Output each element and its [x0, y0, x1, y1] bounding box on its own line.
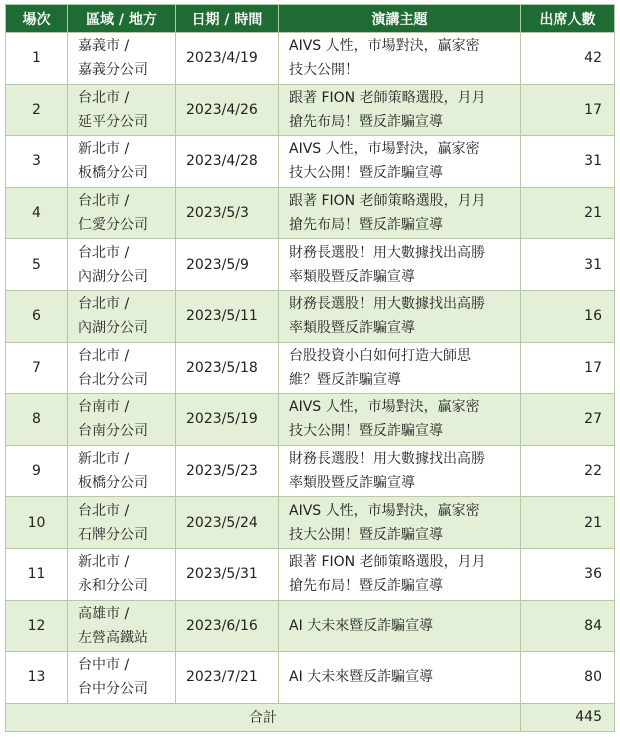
date-cell: 2023/4/19: [176, 33, 279, 85]
seminar-table-container: [5, 4, 615, 732]
attendance-count: 21: [521, 497, 615, 549]
attendance-count: 17: [521, 342, 615, 394]
table-row: [6, 445, 615, 497]
region-cell: [68, 239, 176, 291]
table-row: [6, 600, 615, 652]
date-cell: 2023/4/28: [176, 136, 279, 188]
header-attendance: 出席人數: [521, 5, 615, 33]
session-number: 6: [6, 290, 68, 342]
topic-line-2: 技大公開！暨反詐騙宣導: [289, 165, 443, 182]
topic-cell: [279, 290, 521, 342]
region-city: 新北市 /: [78, 451, 130, 468]
table-row: [6, 394, 615, 446]
date-cell: 2023/5/24: [176, 497, 279, 549]
attendance-count: 36: [521, 548, 615, 600]
attendance-count: 31: [521, 136, 615, 188]
session-number: 10: [6, 497, 68, 549]
attendance-count: 22: [521, 445, 615, 497]
topic-line-1: AIVS 人性，市場對決，贏家密: [289, 141, 480, 158]
region-city: 台北市 /: [78, 193, 130, 210]
table-row: [6, 342, 615, 394]
topic-cell: [279, 652, 521, 704]
region-cell: [68, 187, 176, 239]
date-cell: 2023/5/9: [176, 239, 279, 291]
region-branch: 延平分公司: [78, 113, 148, 130]
table-row: [6, 652, 615, 704]
topic-line-1: 跟著 FION 老師策略選股，月月: [289, 193, 486, 210]
attendance-count: 31: [521, 239, 615, 291]
table-row: [6, 136, 615, 188]
table-row: [6, 239, 615, 291]
topic-cell: [279, 239, 521, 291]
header-topic: 演講主題: [279, 5, 521, 33]
topic-line-1: 財務長選股！用大數據找出高勝: [289, 451, 485, 468]
header-region: 區域 / 地方: [68, 5, 176, 33]
region-city: 台中市 /: [78, 657, 130, 674]
topic-cell: [279, 136, 521, 188]
session-number: 4: [6, 187, 68, 239]
region-cell: [68, 84, 176, 136]
topic-line-2: 技大公開！暨反詐騙宣導: [289, 526, 443, 543]
region-cell: [68, 652, 176, 704]
session-number: 5: [6, 239, 68, 291]
topic-line-1: 財務長選股！用大數據找出高勝: [289, 244, 485, 261]
session-number: 7: [6, 342, 68, 394]
region-branch: 嘉義分公司: [78, 62, 148, 79]
attendance-count: 21: [521, 187, 615, 239]
region-branch: 板橋分公司: [78, 165, 148, 182]
attendance-count: 17: [521, 84, 615, 136]
region-cell: [68, 445, 176, 497]
attendance-count: 42: [521, 33, 615, 85]
topic-cell: [279, 342, 521, 394]
region-city: 高雄市 /: [78, 605, 130, 622]
region-cell: [68, 342, 176, 394]
session-number: 3: [6, 136, 68, 188]
total-row: [6, 703, 615, 731]
region-cell: [68, 600, 176, 652]
topic-line-1: 跟著 FION 老師策略選股，月月: [289, 89, 486, 106]
table-row: [6, 497, 615, 549]
topic-line-1: 台股投資小白如何打造大師思: [289, 347, 471, 364]
attendance-count: 27: [521, 394, 615, 446]
date-cell: 2023/5/23: [176, 445, 279, 497]
region-cell: [68, 33, 176, 85]
region-city: 新北市 /: [78, 554, 130, 571]
region-branch: 石牌分公司: [78, 526, 148, 543]
region-branch: 台中分公司: [78, 681, 148, 698]
topic-line-1: AIVS 人性，市場對決，贏家密: [289, 502, 480, 519]
topic-line-1: AI 大未來暨反詐騙宣導: [289, 617, 434, 634]
topic-line-1: 財務長選股！用大數據找出高勝: [289, 296, 485, 313]
region-cell: [68, 136, 176, 188]
table-row: [6, 548, 615, 600]
region-city: 新北市 /: [78, 141, 130, 158]
topic-line-1: AIVS 人性，市場對決，贏家密: [289, 38, 480, 55]
region-city: 台北市 /: [78, 89, 130, 106]
topic-cell: [279, 84, 521, 136]
date-cell: 2023/6/16: [176, 600, 279, 652]
table-header-row: [6, 5, 615, 33]
region-cell: [68, 290, 176, 342]
topic-cell: [279, 548, 521, 600]
topic-cell: [279, 497, 521, 549]
session-number: 8: [6, 394, 68, 446]
region-city: 嘉義市 /: [78, 38, 130, 55]
table-body: [6, 33, 615, 704]
date-cell: 2023/5/3: [176, 187, 279, 239]
date-cell: 2023/5/31: [176, 548, 279, 600]
table-row: [6, 187, 615, 239]
region-city: 台北市 /: [78, 296, 130, 313]
header-session: 場次: [6, 5, 68, 33]
table-row: [6, 290, 615, 342]
date-cell: 2023/5/18: [176, 342, 279, 394]
date-cell: 2023/5/11: [176, 290, 279, 342]
region-branch: 永和分公司: [78, 578, 148, 595]
region-branch: 仁愛分公司: [78, 217, 148, 234]
attendance-count: 80: [521, 652, 615, 704]
attendance-count: 84: [521, 600, 615, 652]
topic-line-2: 率類股暨反詐騙宣導: [289, 268, 415, 285]
topic-line-1: AI 大未來暨反詐騙宣導: [289, 669, 434, 686]
date-cell: 2023/4/26: [176, 84, 279, 136]
header-date: 日期 / 時間: [176, 5, 279, 33]
session-number: 2: [6, 84, 68, 136]
topic-line-2: 技大公開！: [289, 62, 359, 79]
topic-line-2: 搶先布局！暨反詐騙宣導: [289, 113, 443, 130]
region-branch: 內湖分公司: [78, 320, 148, 337]
session-number: 11: [6, 548, 68, 600]
session-number: 13: [6, 652, 68, 704]
region-cell: [68, 394, 176, 446]
region-cell: [68, 497, 176, 549]
topic-cell: [279, 394, 521, 446]
total-value: 445: [521, 703, 615, 731]
topic-line-2: 率類股暨反詐騙宣導: [289, 320, 415, 337]
table-row: [6, 84, 615, 136]
region-branch: 台南分公司: [78, 423, 148, 440]
topic-line-2: 維？暨反詐騙宣導: [289, 371, 401, 388]
date-cell: 2023/7/21: [176, 652, 279, 704]
topic-line-2: 搶先布局！暨反詐騙宣導: [289, 578, 443, 595]
region-city: 台北市 /: [78, 347, 130, 364]
topic-line-1: 跟著 FION 老師策略選股，月月: [289, 554, 486, 571]
seminar-attendance-table: [5, 4, 615, 732]
topic-line-2: 技大公開！暨反詐騙宣導: [289, 423, 443, 440]
region-branch: 左營高鐵站: [78, 629, 148, 646]
date-cell: 2023/5/19: [176, 394, 279, 446]
region-branch: 內湖分公司: [78, 268, 148, 285]
topic-line-2: 搶先布局！暨反詐騙宣導: [289, 217, 443, 234]
region-branch: 板橋分公司: [78, 475, 148, 492]
topic-cell: [279, 33, 521, 85]
topic-cell: [279, 445, 521, 497]
region-city: 台北市 /: [78, 502, 130, 519]
attendance-count: 16: [521, 290, 615, 342]
session-number: 9: [6, 445, 68, 497]
region-branch: 台北分公司: [78, 371, 148, 388]
region-cell: [68, 548, 176, 600]
topic-line-2: 率類股暨反詐騙宣導: [289, 475, 415, 492]
total-label: 合計: [6, 703, 521, 731]
topic-cell: [279, 187, 521, 239]
session-number: 12: [6, 600, 68, 652]
table-row: [6, 33, 615, 85]
region-city: 台北市 /: [78, 244, 130, 261]
session-number: 1: [6, 33, 68, 85]
topic-line-1: AIVS 人性，市場對決，贏家密: [289, 399, 480, 416]
region-city: 台南市 /: [78, 399, 130, 416]
topic-cell: [279, 600, 521, 652]
